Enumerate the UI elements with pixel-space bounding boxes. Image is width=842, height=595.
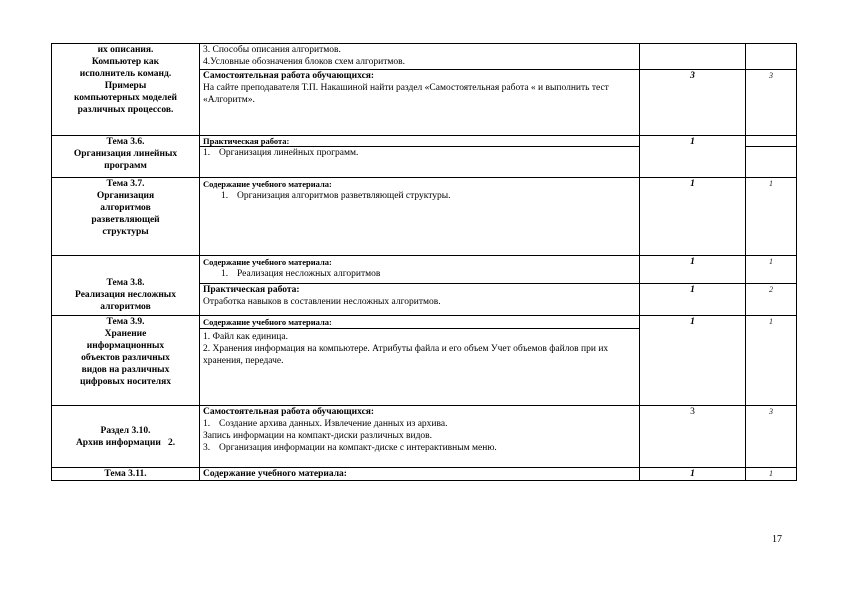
page-number: 17	[772, 534, 782, 545]
content-cell	[200, 147, 640, 178]
hours-cell: 3	[640, 406, 746, 468]
section-title: Содержание учебного материала:	[203, 179, 332, 189]
topic-cell	[52, 316, 200, 406]
hours-cell: 1	[640, 316, 746, 406]
topic-line: Тема 3.8.	[106, 278, 145, 288]
item-text: Реализация несложных алгоритмов	[237, 269, 381, 279]
list-item	[203, 430, 636, 442]
level-cell: 2	[746, 284, 797, 316]
item-number: 1.	[203, 148, 211, 158]
item-text: Организация алгоритмов разветвляющей структуры.	[237, 191, 451, 201]
topic-line: Организация	[96, 191, 155, 201]
list-item	[203, 418, 636, 430]
level-cell	[746, 136, 797, 147]
topic-line: Хранение	[104, 329, 147, 339]
hours-cell: 3	[640, 70, 746, 136]
level-cell: 3	[746, 406, 797, 468]
content-line: На сайте преподавателя Т.П. Накашиной найти раздел «Самостоятельная работа « и выполнить тест «Алгоритм».	[203, 83, 609, 105]
table-row	[52, 406, 797, 468]
item-text: Запись информации на компакт-диски различных видов.	[203, 431, 433, 441]
table-row	[52, 468, 797, 481]
content-cell	[200, 178, 640, 256]
topic-line: Тема 3.7.	[106, 179, 145, 189]
hours-cell	[640, 44, 746, 70]
content-cell	[200, 256, 640, 284]
topic-cell	[52, 44, 200, 136]
item-number: 1.	[221, 191, 229, 201]
hours-cell: 1	[640, 468, 746, 481]
list-item	[203, 442, 636, 454]
hours-cell: 1	[640, 178, 746, 256]
topic-line: Реализация несложных	[75, 290, 176, 300]
level-cell	[746, 44, 797, 70]
topic-cell	[52, 136, 200, 178]
section-title: Практическая работа:	[200, 136, 640, 147]
topic-line: программ	[104, 161, 147, 171]
content-line: 4.Условные обозначения блоков схем алгоритмов.	[203, 57, 405, 67]
item-text: Создание архива данных. Извлечение данных из архива.	[219, 419, 448, 429]
content-line: 3. Способы описания алгоритмов.	[203, 45, 341, 55]
topic-line: их описания.	[97, 45, 154, 55]
topic-line: Компьютер как	[91, 57, 160, 67]
item-text: Организация линейных программ.	[219, 148, 359, 158]
content-cell	[200, 284, 640, 316]
item-text: Организация информации на компакт-диске с интерактивным меню.	[219, 443, 497, 453]
table-row	[52, 178, 797, 256]
level-cell: 3	[746, 70, 797, 136]
topic-line: различных процессов.	[77, 105, 174, 115]
topic-line: цифровых носителях	[79, 377, 171, 387]
topic-line: структуры	[102, 227, 149, 237]
content-cell	[200, 70, 640, 136]
content-cell	[200, 406, 640, 468]
topic-cell	[52, 256, 200, 316]
topic-line: объектов различных	[81, 353, 170, 363]
content-cell	[200, 44, 640, 70]
section-title: Самостоятельная работа обучающихся:	[203, 71, 375, 81]
hours-cell: 1	[640, 136, 746, 178]
section-title: Содержание учебного материала:	[200, 468, 640, 481]
topic-line: компьютерных моделей	[73, 93, 178, 103]
section-title: Самостоятельная работа обучающихся:	[203, 407, 375, 417]
table-row	[52, 44, 797, 70]
section-title: Содержание учебного материала:	[200, 316, 639, 329]
topic-text: Архив информации	[75, 437, 161, 448]
content-line: 1. Файл как единица.	[203, 332, 288, 342]
topic-line: алгоритмов	[100, 302, 151, 312]
topic-cell	[52, 406, 200, 468]
topic-line: разветвляющей	[91, 215, 160, 225]
content-line: Отработка навыков в составлении несложных алгоритмов.	[203, 297, 441, 307]
table-row	[52, 316, 797, 406]
item-number: 1.	[221, 269, 229, 279]
section-title: Содержание учебного материала:	[203, 257, 332, 267]
level-cell: 1	[746, 468, 797, 481]
level-cell: 1	[746, 178, 797, 256]
table-row	[52, 136, 797, 147]
topic-line: Раздел 3.10.	[100, 425, 151, 436]
topic-suffix: 2.	[167, 437, 176, 448]
hours-cell: 1	[640, 284, 746, 316]
topic-line: Тема 3.9.	[106, 317, 145, 327]
level-cell: 1	[746, 316, 797, 406]
topic-line: Тема 3.6.	[106, 137, 145, 147]
hours-cell: 1	[640, 256, 746, 284]
level-cell	[746, 147, 797, 178]
topic-cell: Тема 3.11.	[52, 468, 200, 481]
item-number: 1.	[203, 419, 211, 429]
section-title: Практическая работа:	[203, 285, 300, 295]
topic-line: исполнитель команд.	[79, 69, 172, 79]
topic-line: информационных	[86, 341, 165, 351]
level-cell: 1	[746, 256, 797, 284]
topic-line: Организация линейных	[73, 149, 178, 159]
topic-line	[55, 437, 196, 449]
item-number: 3.	[203, 443, 211, 453]
list-item	[203, 268, 636, 280]
topic-line: Примеры	[104, 81, 147, 91]
content-cell	[200, 316, 640, 406]
list-item	[203, 190, 636, 202]
topic-line: видов на различных	[81, 365, 170, 375]
topic-line: алгоритмов	[100, 203, 151, 213]
curriculum-table	[51, 43, 797, 481]
topic-cell	[52, 178, 200, 256]
content-line: 2. Хранения информация на компьютере. Атрибуты файла и его объем Учет объемов файлов при их хранения, передаче.	[203, 344, 609, 366]
table-row	[52, 256, 797, 284]
